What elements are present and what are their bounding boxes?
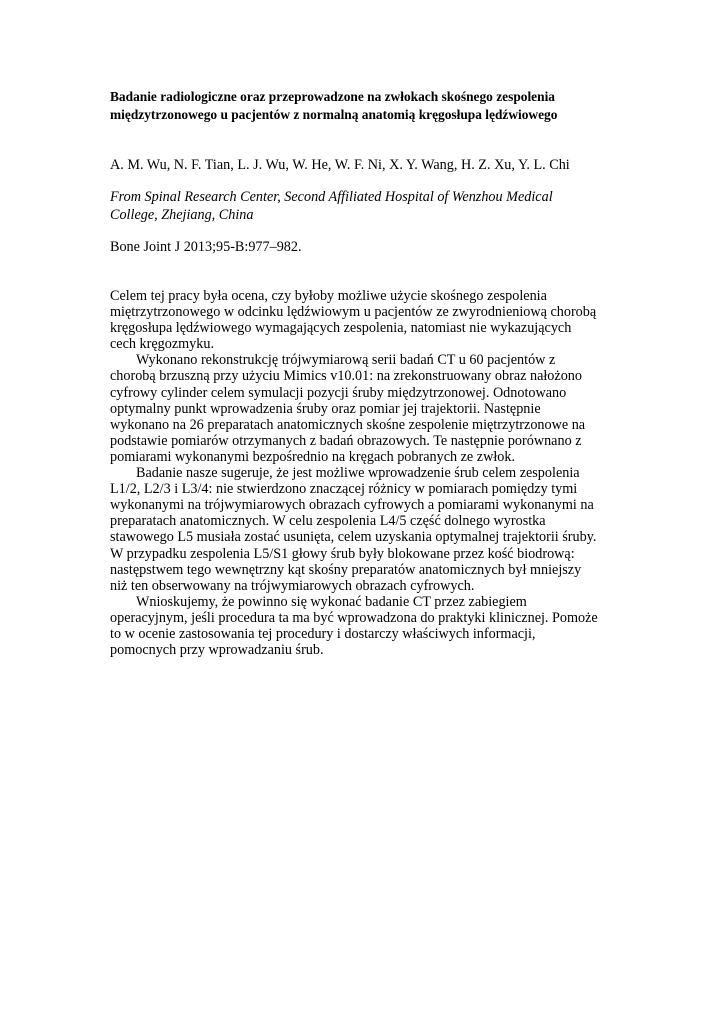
abstract-paragraph: Celem tej pracy była ocena, czy byłoby możliwe użycie skośnego zespolenia miętrzytrzonowego w odcinku lędźwiowym u pacjentów ze zwyrodnieniową chorobą kręgosłupa lędźwiowego wymagających zespolenia, natomiast nie wykazujących cech kręgozmyku. — [110, 288, 597, 353]
journal-citation: Bone Joint J 2013;95-B:977–982. — [110, 239, 302, 255]
abstract-paragraph: Badanie nasze sugeruje, że jest możliwe wprowadzenie śrub celem zespolenia L1/2, L2/3 i L3/4: nie stwierdzono znaczącej różnicy w pomiarach pomiędzy tymi wykonanymi na trójwymiarowych obrazach cyfrowych a pomiarami wykonanymi na preparatach anatomicznych. W celu zespolenia L4/5 część dolnego wyrostka stawowego L5 musiała zostać usunięta, celem uzyskania optymalnej trajektorii śruby. W przypadku zespolenia L5/S1 głowy śrub były blokowane przez kość biodrową: następstwem tego wewnętrzny kąt skośny preparatów anatomicznych był mniejszy niż ten obserwowany na trójwymiarowych obrazach cyfrowych. — [110, 465, 597, 594]
author-list: A. M. Wu, N. F. Tian, L. J. Wu, W. He, W. F. Ni, X. Y. Wang, H. Z. Xu, Y. L. Chi — [110, 157, 570, 173]
abstract-body — [110, 288, 630, 658]
affiliation: From Spinal Research Center, Second Affiliated Hospital of Wenzhou Medical College, Zhejiang, China — [110, 189, 553, 223]
abstract-paragraph: Wykonano rekonstrukcję trójwymiarową serii badań CT u 60 pacjentów z chorobą brzuszną przy użyciu Mimics v10.01: na zrekonstruowany obraz nałożono cyfrowy cylinder celem symulacji pozycji śruby międzytrzonowej. Odnotowano optymalny punkt wprowadzenia śruby oraz pomiar jej trajektorii. Następnie wykonano na 26 preparatach anatomicznych skośne zespolenie miętrzytrzonowe na podstawie pomiarów otrzymanych z badań obrazowych. Te następnie porównano z pomiarami wykonanymi bezpośrednio na kręgach pobranych ze zwłok. — [110, 352, 586, 465]
document-page — [110, 88, 630, 659]
abstract-paragraph: Wnioskujemy, że powinno się wykonać badanie CT przez zabiegiem operacyjnym, jeśli procedura ta ma być wprowadzona do praktyki klinicznej. Pomoże to w ocenie zastosowania tej procedury i dostarczy właściwych informacji, pomocnych przy wprowadzaniu śrub. — [110, 593, 598, 659]
document-title: Badanie radiologiczne oraz przeprowadzone na zwłokach skośnego zespolenia międzytrzonowego u pacjentów z normalną anatomią kręgosłupa lędźwiowego — [110, 89, 558, 122]
